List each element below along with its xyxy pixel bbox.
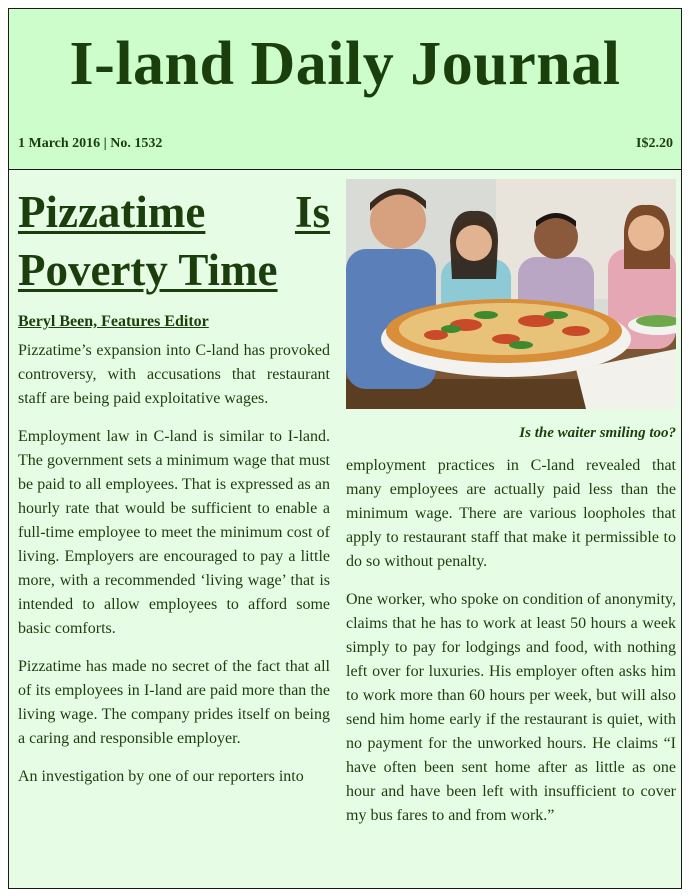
headline-line-2: Poverty Time — [18, 245, 278, 295]
headline-word-1: Pizzatime — [18, 187, 206, 237]
headline — [18, 183, 330, 299]
price: I$2.20 — [636, 136, 673, 151]
pizza-restaurant-illustration — [346, 179, 676, 409]
paragraph: An investigation by one of our reporters into — [18, 768, 304, 785]
masthead-title: I-land Daily Journal — [69, 30, 621, 98]
issue-info: 1 March 2016 | No. 1532 — [18, 136, 163, 151]
right-column — [346, 179, 676, 842]
paragraph: employment practices in C-land revealed that many employees are actually paid less than the minimum wage. There are various loopholes that apply to restaurant staff that make it permissible to do so without penalty. — [346, 457, 676, 570]
left-column — [18, 183, 330, 803]
photo-caption: Is the waiter smiling too? — [519, 425, 676, 441]
paragraph: Pizzatime has made no secret of the fact that all of its employees in I-land are paid more than the living wage. The company prides itself on being a caring and responsible employer. — [18, 658, 330, 747]
byline: Beryl Been, Features Editor — [18, 313, 209, 330]
newspaper-page — [8, 8, 682, 889]
article-photo — [346, 179, 676, 409]
paragraph: Pizzatime’s expansion into C-land has provoked controversy, with accusations that restaurant staff are being paid exploitative wages. — [18, 342, 330, 407]
masthead — [9, 9, 681, 170]
headline-word-2: Is — [294, 187, 330, 237]
paragraph: Employment law in C-land is similar to I-land. The government sets a minimum wage that must be paid to all employees. That is expressed as an hourly rate that would be sufficient to enable a full-time employee to meet the minimum cost of living. Employers are encouraged to pay a little more, with a recommended ‘living wage’ that is intended to allow employees to afford some basic comforts. — [18, 428, 330, 637]
paragraph: One worker, who spoke on condition of anonymity, claims that he has to work at least 50 hours a week simply to pay for lodgings and food, with nothing left over for luxuries. His employer often asks him to work more than 60 hours per week, but will also send him home early if the restaurant is quiet, with no payment for the unworked hours. He claims “I have often been sent home after as little as one hour and have been left with insufficient to cover my bus fares to and from work.” — [346, 591, 676, 824]
